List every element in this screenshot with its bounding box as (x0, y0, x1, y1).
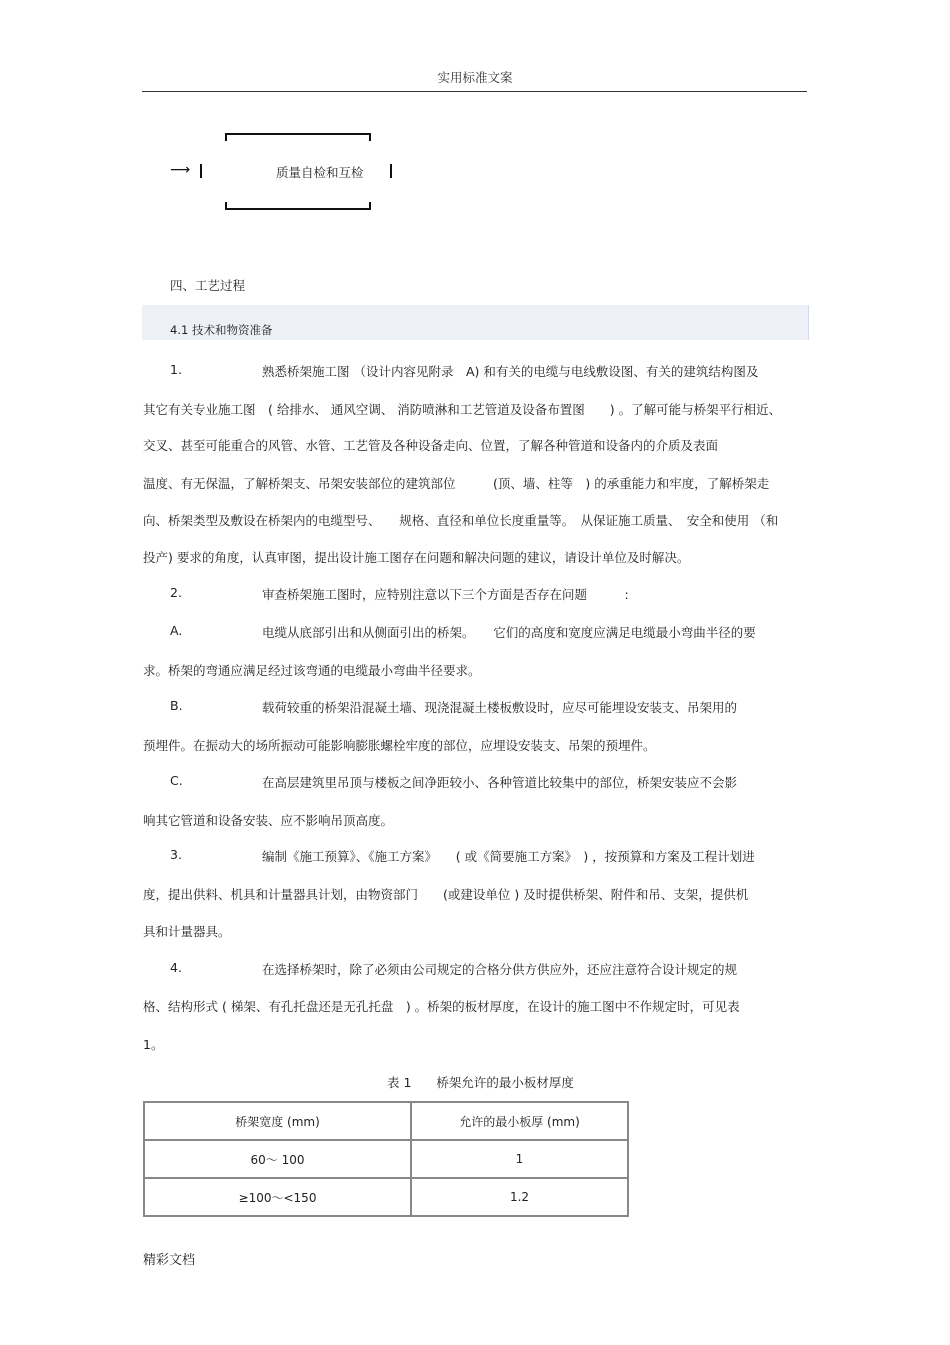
paragraph-line: 求。桥架的弯通应满足经过该弯通的电缆最小弯曲半径要求。 (143, 663, 481, 678)
table-header-cell: 允许的最小板厚 (mm) (411, 1102, 628, 1140)
paragraph-line: 格、结构形式 ( 梯架、有孔托盘还是无孔托盘 ) 。桥架的板材厚度，在设计的施工图中不作规定时，可见表 (143, 999, 740, 1014)
paragraph-line: 审查桥架施工图时，应特别注意以下三个方面是否存在问题 : (262, 587, 629, 602)
item-number: 3. (170, 847, 182, 862)
table-cell: ≥100～<150 (144, 1178, 411, 1216)
flow-left-bar (200, 164, 202, 178)
paragraph-line: 交叉、甚至可能重合的风管、水管、工艺管及各种设备走向、位置，了解各种管道和设备内的介质及表面 (143, 438, 719, 453)
paragraph-line: 响其它管道和设备安装、应不影响吊顶高度。 (143, 813, 394, 828)
page-footer: 精彩文档 (143, 1253, 196, 1268)
section-heading: 四、工艺过程 (170, 278, 246, 293)
paragraph-line: 投产) 要求的角度，认真审图，提出设计施工图存在问题和解决问题的建议，请设计单位及时解决。 (143, 550, 690, 565)
header-divider (142, 91, 807, 92)
table-row (144, 1178, 628, 1216)
table-cell: 1.2 (411, 1178, 628, 1216)
paragraph-line: 电缆从底部引出和从侧面引出的桥架。 它们的高度和宽度应满足电缆最小弯曲半径的要 (262, 625, 756, 640)
item-number: B. (170, 698, 183, 713)
paragraph-line: 1。 (143, 1037, 164, 1052)
paragraph-line: 具和计量器具。 (143, 924, 231, 939)
paragraph-line: 熟悉桥架施工图 （设计内容见附录 A) 和有关的电缆与电线敷设图、有关的建筑结构图及 (262, 364, 759, 379)
table-cell: 60～ 100 (144, 1140, 411, 1178)
table-caption: 表 1 桥架允许的最小板材厚度 (387, 1075, 574, 1090)
paragraph-line: 度，提出供料、机具和计量器具计划，由物资部门 (或建设单位 ) 及时提供桥架、附件和吊、支架，提供机 (143, 887, 749, 902)
page-header-title: 实用标准文案 (437, 70, 513, 85)
paragraph-line: 在选择桥架时，除了必须由公司规定的合格分供方供应外，还应注意符合设计规定的规 (262, 962, 738, 977)
paragraph-line: 在高层建筑里吊顶与楼板之间净距较小、各种管道比较集中的部位，桥架安装应不会影 (262, 775, 738, 790)
paragraph-line: 温度、有无保温，了解桥架支、吊架安装部位的建筑部位 (顶、墙、柱等 ) 的承重能力和牢度，了解桥架走 (143, 476, 770, 491)
table-header-cell: 桥架宽度 (mm) (144, 1102, 411, 1140)
thickness-table (143, 1101, 629, 1217)
table-cell: 1 (411, 1140, 628, 1178)
flow-right-bar (390, 164, 392, 178)
item-number: A. (170, 623, 183, 638)
paragraph-line: 其它有关专业施工图 ( 给排水、 通风空调、 消防喷淋和工艺管道及设备布置图 ) 。了解可能与桥架平行相近、 (143, 402, 782, 417)
item-number: 1. (170, 362, 182, 377)
paragraph-line: 载荷较重的桥架沿混凝土墙、现浇混凝土楼板敷设时，应尽可能埋设安装支、吊架用的 (262, 700, 738, 715)
paragraph-line: 预埋件。在振动大的场所振动可能影响膨胀螺栓牢度的部位，应埋设安装支、吊架的预埋件。 (143, 738, 656, 753)
flow-box-top-bracket (225, 133, 371, 141)
subsection-heading: 4.1 技术和物资准备 (170, 323, 273, 337)
item-number: 4. (170, 960, 182, 975)
item-number: 2. (170, 585, 182, 600)
item-number: C. (170, 773, 183, 788)
flow-box-bottom-bracket (225, 202, 371, 210)
table-row (144, 1140, 628, 1178)
flow-arrow-icon: ⟶ (170, 162, 191, 178)
paragraph-line: 编制《施工预算》、《施工方案》 ( 或《简要施工方案》 ) ，按预算和方案及工程计划进 (262, 849, 755, 864)
flow-box-label: 质量自检和互检 (276, 165, 364, 180)
paragraph-line: 向、桥架类型及敷设在桥架内的电缆型号、 规格、直径和单位长度重量等。 从保证施工质量、 安全和使用 （和 (143, 513, 779, 528)
table-header-row (144, 1102, 628, 1140)
